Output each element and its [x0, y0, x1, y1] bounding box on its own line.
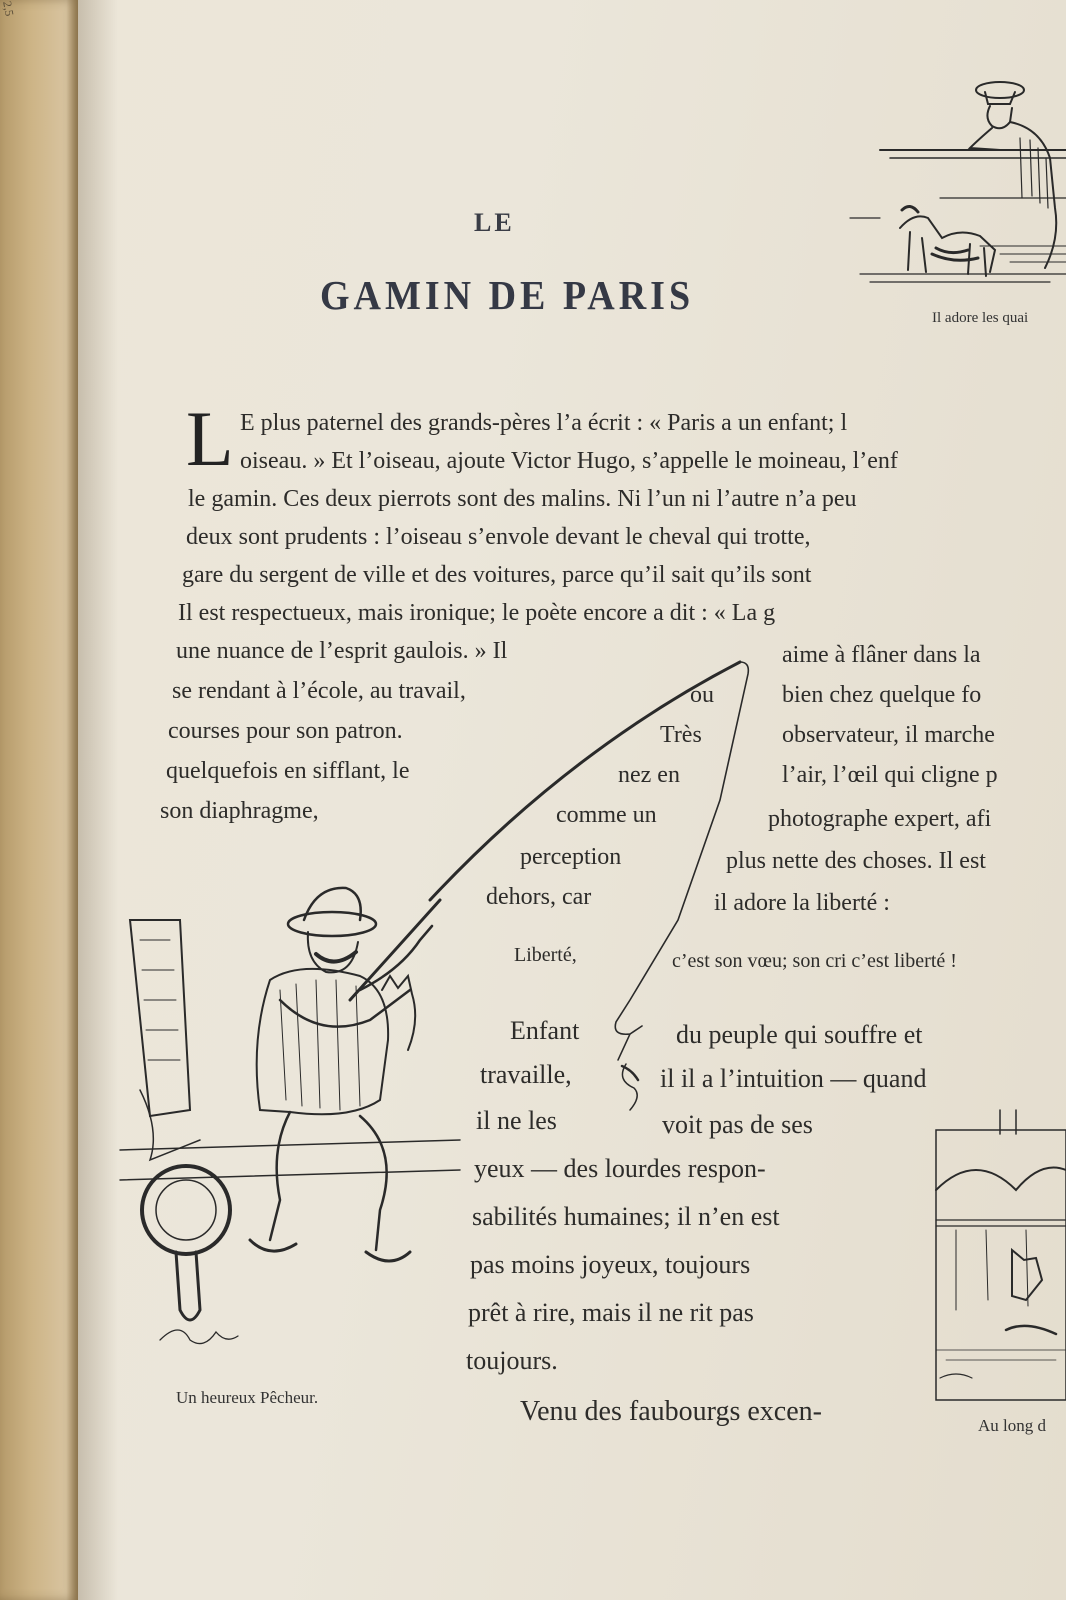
gutter-shadow	[78, 0, 118, 1600]
fishing-line-illustration	[420, 640, 760, 1120]
drop-cap: L	[186, 395, 234, 482]
text-line: son diaphragme,	[160, 798, 319, 824]
title-small: LE	[474, 208, 515, 237]
text-line: gare du sergent de ville et des voitures, parce qu’il sait qu’ils sont	[182, 562, 812, 588]
verse-line: c’est son vœu; son cri c’est liberté !	[672, 950, 957, 972]
text-line: ou	[690, 682, 714, 708]
text-line: oiseau. » Et l’oiseau, ajoute Victor Hugo, s’appelle le moineau, l’enf	[240, 448, 898, 474]
text-line: il adore la liberté :	[714, 890, 890, 916]
text-line: plus nette des choses. Il est	[726, 848, 986, 874]
text-line: comme un	[556, 802, 657, 828]
text-line: courses pour son patron.	[168, 718, 403, 744]
text-line: prêt à rire, mais il ne rit pas	[468, 1298, 754, 1327]
text-line: Enfant	[510, 1016, 580, 1045]
fisherman-illustration	[120, 880, 460, 1380]
text-line: deux sont prudents : l’oiseau s’envole devant le cheval qui trotte,	[186, 524, 811, 550]
previous-page-edge	[0, 0, 78, 1600]
text-line: bien chez quelque fo	[782, 682, 982, 708]
text-line: aime à flâner dans la	[782, 642, 981, 668]
text-line: travaille,	[480, 1060, 572, 1089]
text-line: Très	[660, 722, 702, 748]
text-line: voit pas de ses	[662, 1110, 813, 1139]
text-line: pas moins joyeux, toujours	[470, 1250, 751, 1279]
text-line: sabilités humaines; il n’en est	[472, 1202, 780, 1231]
text-line: yeux — des lourdes respon-	[474, 1154, 766, 1183]
text-line: du peuple qui souffre et	[676, 1020, 923, 1049]
text-line: dehors, car	[486, 884, 592, 910]
text-line: l’air, l’œil qui cligne p	[782, 762, 998, 788]
text-line: se rendant à l’école, au travail,	[172, 678, 466, 704]
text-line: nez en	[618, 762, 680, 788]
text-line: Il est respectueux, mais ironique; le poète encore a dit : « La g	[178, 600, 776, 626]
text-line: il il a l’intuition — quand	[660, 1064, 927, 1093]
text-line: quelquefois en sifflant, le	[166, 758, 410, 784]
caption-bottom-right: Au long d	[978, 1416, 1046, 1435]
text-line: Venu des faubourgs excen-	[520, 1396, 822, 1427]
text-line: E plus paternel des grands-pères l’a écrit : « Paris a un enfant; l	[240, 410, 848, 436]
text-line: photographe expert, afi	[768, 806, 992, 832]
text-line: il ne les	[476, 1106, 557, 1135]
bridge-illustration	[916, 1110, 1066, 1410]
text-line: le gamin. Ces deux pierrots sont des malins. Ni l’un ni l’autre n’a peu	[188, 486, 857, 512]
page-title: GAMIN DE PARIS	[320, 273, 695, 319]
quai-illustration	[850, 78, 1066, 298]
margin-pencil-note: 2,5	[0, 0, 17, 18]
verse-line: Liberté,	[514, 944, 577, 966]
caption-fisherman: Un heureux Pêcheur.	[176, 1388, 319, 1407]
text-line: toujours.	[466, 1346, 558, 1375]
text-line: observateur, il marche	[782, 722, 995, 748]
text-line: une nuance de l’esprit gaulois. » Il	[176, 638, 508, 664]
text-line: perception	[520, 844, 622, 870]
caption-top-right: Il adore les quai	[932, 310, 1029, 326]
